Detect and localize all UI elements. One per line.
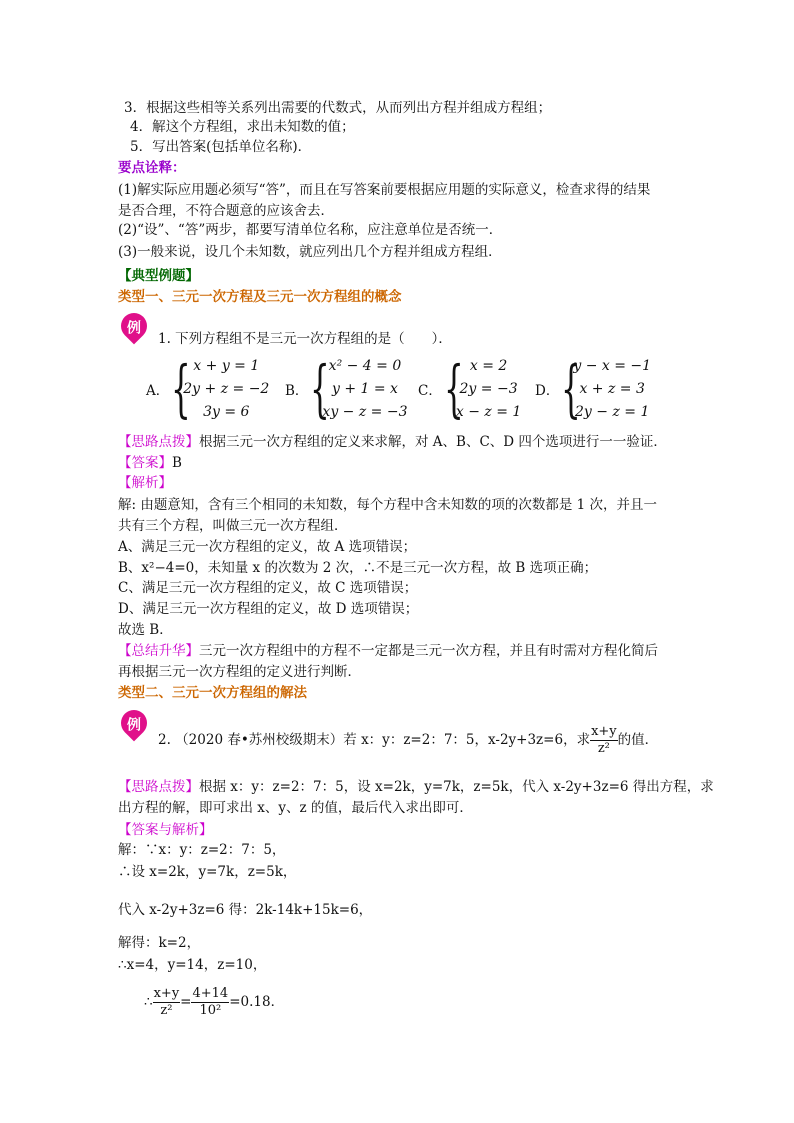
- example-badge-icon: 例: [116, 308, 153, 345]
- key-point-1b: 是否合理，不符合题意的应该舍去．: [118, 203, 334, 219]
- question-2: 2. （2020 春•苏州校级期末）若 x：y：z=2：7：5，x-2y+3z=6，求 $\frac{x+y}{\text{z²}}$ 的值．: [158, 724, 659, 756]
- option-b: B． { x² − 4 = 0 y + 1 = x xy − z = −3: [285, 352, 408, 425]
- step-4: 4．解这个方程组，求出未知数的值；: [130, 119, 355, 135]
- q2-solution-line: ∴x=4，y=14，z=10，: [118, 957, 267, 973]
- q1-analysis-line: A、满足三元一次方程组的定义，故 A 选项错误；: [118, 539, 417, 555]
- type-2-heading: 类型二、三元一次方程组的解法: [118, 685, 307, 701]
- q1-answer: 【答案】B: [118, 455, 182, 471]
- q1-summary-cont: 再根据三元一次方程组的定义进行判断．: [118, 664, 361, 680]
- q2-solution-line: 代入 x-2y+3z=6 得：2k-14k+15k=6，: [118, 902, 373, 918]
- q1-analysis-line: B、x²−4=0，未知量 x 的次数为 2 次，∴不是三元一次方程，故 B 选项正确；: [118, 560, 598, 576]
- key-point-3: (3)一般来说，设几个未知数，就应列出几个方程并组成方程组．: [118, 244, 502, 260]
- option-a: A． { x + y = 1 2y + z = −2 3y = 6: [146, 352, 270, 425]
- q2-hint: 【思路点拨】根据 x：y：z=2：7：5，设 x=2k，y=7k，z=5k，代入 x-2y+3z=6 得出方程，求: [118, 779, 714, 795]
- step-3: 3．根据这些相等关系列出需要的代数式，从而列出方程并组成方程组；: [124, 100, 552, 116]
- q1-analysis-line: 故选 B．: [118, 622, 173, 638]
- q1-analysis-label: 【解析】: [118, 475, 172, 491]
- examples-header: 【典型例题】: [118, 268, 199, 284]
- step-5: 5．写出答案(包括单位名称)．: [130, 139, 312, 155]
- q2-hint-cont: 出方程的解，即可求出 x、y、z 的值，最后代入求出即可．: [118, 800, 473, 816]
- key-points-title: 要点诠释：: [118, 160, 186, 176]
- key-point-2: (2)“设”、“答”两步，都要写清单位名称，应注意单位是否统一．: [118, 222, 503, 238]
- q1-summary: 【总结升华】三元一次方程组中的方程不一定都是三元一次方程，并且有时需对方程化简后: [118, 643, 658, 659]
- q2-solution-line: 解得：k=2，: [118, 935, 201, 951]
- key-point-1a: (1)解实际应用题必须写“答”，而且在写答案前要根据应用题的实际意义，检查求得的结果: [118, 182, 651, 198]
- q1-hint: 【思路点拨】根据三元一次方程组的定义来求解，对 A、B、C、D 四个选项进行一一验证．: [118, 434, 667, 450]
- question-1: 1. 下列方程组不是三元一次方程组的是（ ）．: [158, 331, 452, 347]
- q1-analysis-line: C、满足三元一次方程组的定义，故 C 选项错误；: [118, 580, 418, 596]
- option-d: D． { y − x = −1 x + z = 3 2y − z = 1: [535, 352, 652, 425]
- q1-analysis-line: D、满足三元一次方程组的定义，故 D 选项错误；: [118, 601, 419, 617]
- q2-solution-line: 解：∵x：y：z=2：7：5，: [118, 842, 286, 858]
- q1-analysis-line: 共有三个方程，叫做三元一次方程组．: [118, 518, 348, 534]
- option-c: C． { x = 2 2y = −3 x − z = 1: [418, 352, 522, 425]
- q2-final-result: ∴ $\frac{x+y}{\text{z²}}$ = $\frac{4+14}{\text{10²}}$ =0.18．: [144, 986, 285, 1018]
- type-1-heading: 类型一、三元一次方程及三元一次方程组的概念: [118, 289, 402, 305]
- q2-solution-label: 【答案与解析】: [118, 822, 213, 838]
- q1-analysis-line: 解: 由题意知，含有三个相同的未知数，每个方程中含未知数的项的次数都是 1 次，并且一: [118, 497, 658, 513]
- q2-solution-line: ∴设 x=2k，y=7k，z=5k，: [118, 864, 297, 880]
- example-badge-icon: 例: [116, 705, 153, 742]
